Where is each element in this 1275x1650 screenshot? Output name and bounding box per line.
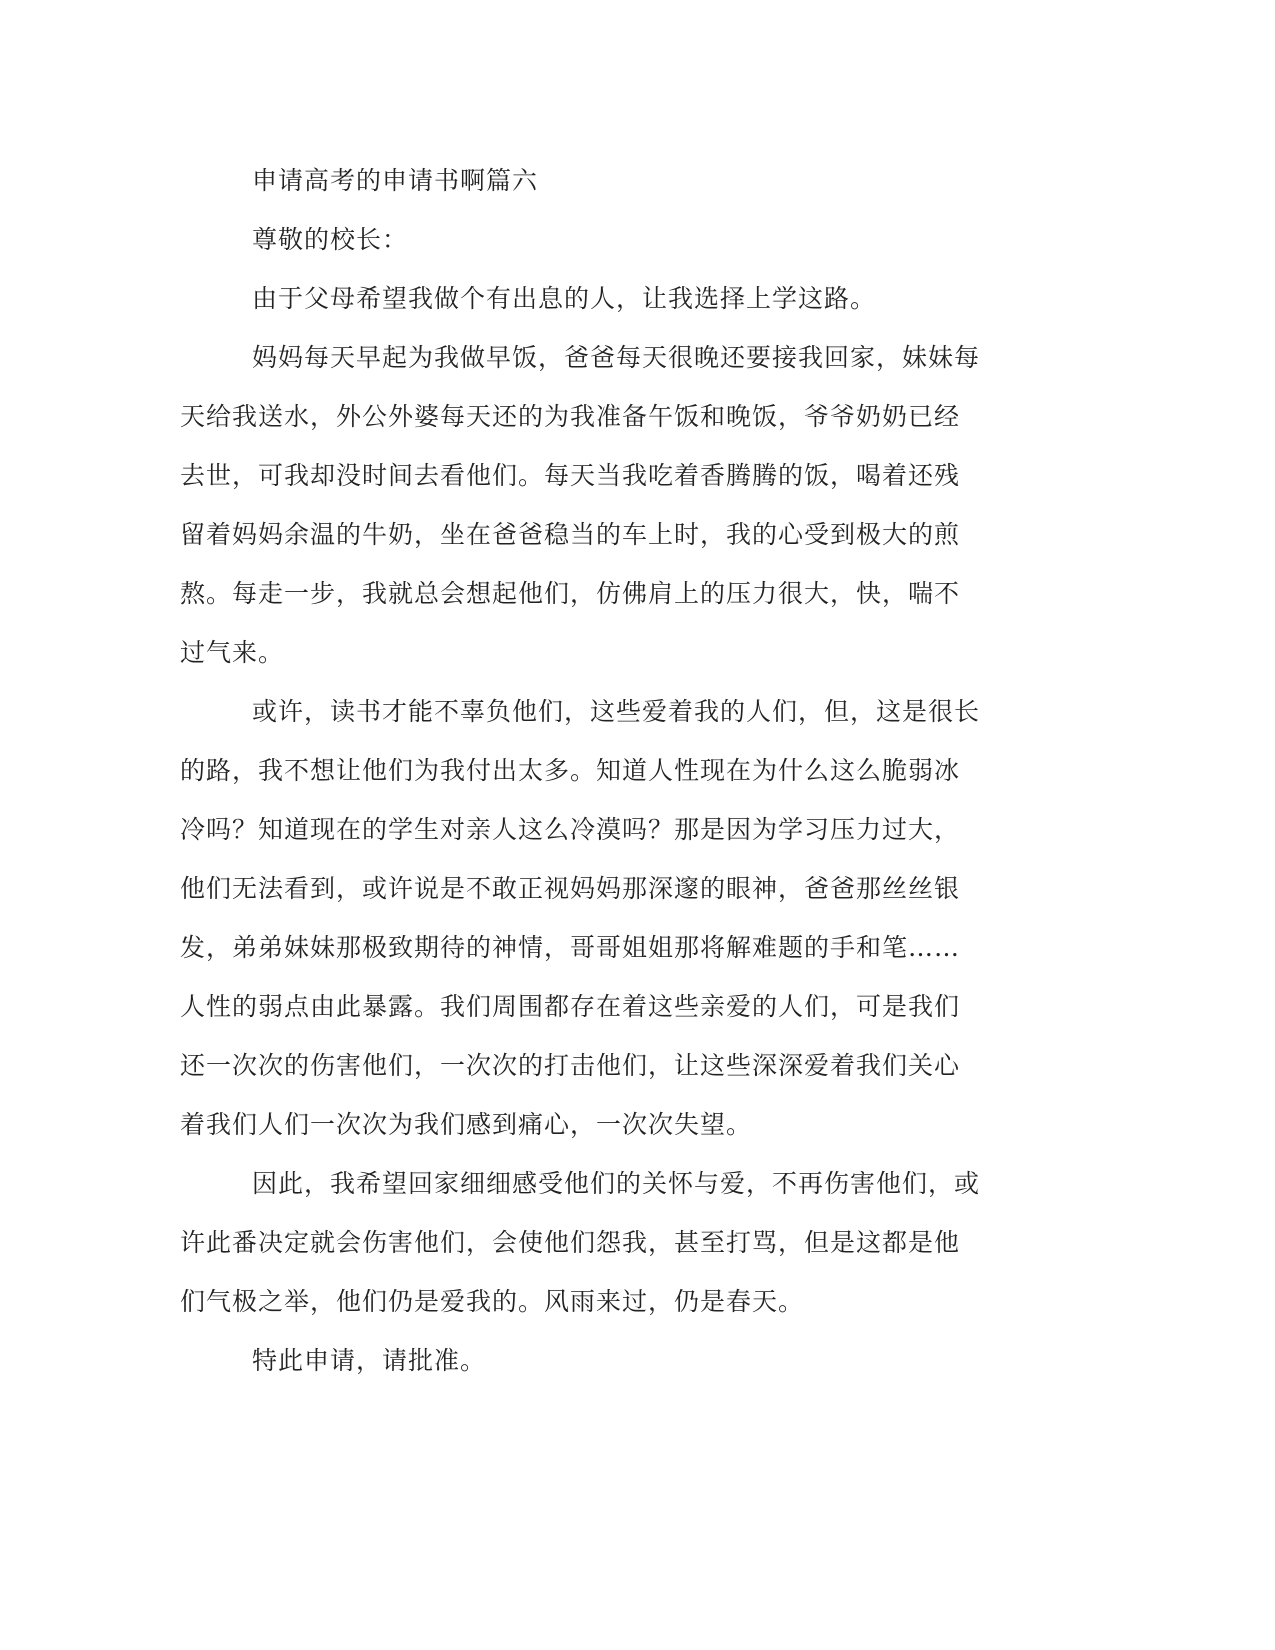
paragraph-3-line-4: 他们无法看到，或许说是不敢正视妈妈那深邃的眼神，爸爸那丝丝银 [180, 874, 961, 903]
paragraph-2-line-3: 去世，可我却没时间去看他们。每天当我吃着香腾腾的饭，喝着还残 [180, 461, 961, 490]
paragraph-4-line-3: 们气极之举，他们仍是爱我的。风雨来过，仍是春天。 [180, 1287, 805, 1316]
paragraph-3-line-2: 的路，我不想让他们为我付出太多。知道人性现在为什么这么脆弱冰 [180, 756, 961, 785]
closing-line: 特此申请，请批准。 [252, 1346, 487, 1375]
paragraph-3-line-7: 还一次次的伤害他们，一次次的打击他们，让这些深深爱着我们关心 [180, 1051, 961, 1080]
paragraph-2-line-6: 过气来。 [180, 638, 285, 667]
document-title: 申请高考的申请书啊篇六 [252, 166, 539, 195]
salutation: 尊敬的校长： [252, 225, 409, 254]
paragraph-4-line-1: 因此，我希望回家细细感受他们的关怀与爱，不再伤害他们，或 [252, 1169, 981, 1198]
paragraph-2-line-4: 留着妈妈余温的牛奶，坐在爸爸稳当的车上时，我的心受到极大的煎 [180, 520, 961, 549]
paragraph-1-line-1: 由于父母希望我做个有出息的人，让我选择上学这路。 [252, 284, 877, 313]
paragraph-3-line-1: 或许，读书才能不辜负他们，这些爱着我的人们，但，这是很长 [252, 697, 981, 726]
paragraph-2-line-5: 熬。每走一步，我就总会想起他们，仿佛肩上的压力很大，快，喘不 [180, 579, 961, 608]
paragraph-4-line-2: 许此番决定就会伤害他们，会使他们怨我，甚至打骂，但是这都是他 [180, 1228, 961, 1257]
paragraph-2-line-1: 妈妈每天早起为我做早饭，爸爸每天很晚还要接我回家，妹妹每 [252, 343, 981, 372]
paragraph-3-line-6: 人性的弱点由此暴露。我们周围都存在着这些亲爱的人们，可是我们 [180, 992, 961, 1021]
paragraph-3-line-3: 冷吗？知道现在的学生对亲人这么冷漠吗？那是因为学习压力过大， [180, 815, 961, 844]
paragraph-3-line-5: 发，弟弟妹妹那极致期待的神情，哥哥姐姐那将解难题的手和笔…… [180, 933, 961, 962]
paragraph-2-line-2: 天给我送水，外公外婆每天还的为我准备午饭和晚饭，爷爷奶奶已经 [180, 402, 961, 431]
paragraph-3-line-8: 着我们人们一次次为我们感到痛心，一次次失望。 [180, 1110, 753, 1139]
